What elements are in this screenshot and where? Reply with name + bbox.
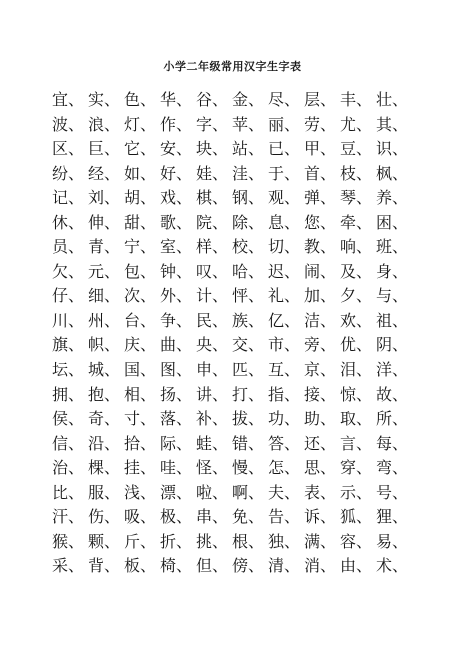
character-cell: 困、 — [376, 212, 409, 232]
character-cell: 庆、 — [124, 335, 157, 355]
character-cell: 示、 — [340, 482, 373, 502]
character-cell: 哇、 — [160, 458, 193, 478]
character-cell: 图、 — [160, 360, 193, 380]
character-cell: 满、 — [304, 531, 337, 551]
character-cell: 免、 — [232, 507, 265, 527]
character-cell: 浪、 — [88, 114, 121, 134]
character-cell: 安、 — [160, 139, 193, 159]
document-title: 小学二年级常用汉字生字表 — [163, 60, 302, 73]
character-cell: 刘、 — [88, 188, 121, 208]
character-cell: 消、 — [304, 556, 337, 576]
character-cell: 串、 — [196, 507, 229, 527]
character-cell: 故、 — [376, 384, 409, 404]
character-cell: 块、 — [196, 139, 229, 159]
character-cell: 教、 — [304, 237, 337, 257]
character-cell: 曲、 — [160, 335, 193, 355]
character-grid — [52, 88, 412, 579]
character-cell: 尽、 — [268, 90, 301, 109]
character-cell: 枫、 — [376, 163, 409, 183]
character-cell: 甲、 — [304, 139, 337, 159]
character-cell: 欠、 — [52, 261, 85, 281]
character-cell: 其、 — [376, 114, 409, 134]
character-cell: 拔、 — [232, 409, 265, 429]
character-cell: 接、 — [304, 384, 337, 404]
character-cell: 号、 — [376, 482, 409, 502]
character-cell: 色、 — [124, 90, 157, 109]
character-cell: 豆、 — [340, 139, 373, 159]
character-cell: 字、 — [196, 114, 229, 134]
character-cell: 外、 — [160, 286, 193, 306]
character-row — [52, 383, 412, 407]
character-cell: 棋、 — [196, 188, 229, 208]
character-row — [52, 113, 412, 137]
character-cell: 谷、 — [196, 90, 229, 109]
character-cell: 娃、 — [196, 163, 229, 183]
character-row — [52, 407, 412, 431]
character-cell: 丽、 — [268, 114, 301, 134]
character-row — [52, 211, 412, 235]
character-cell: 互、 — [268, 360, 301, 380]
character-cell: 告、 — [268, 507, 301, 527]
character-cell: 极、 — [160, 507, 193, 527]
character-cell: 易、 — [376, 531, 409, 551]
character-cell: 响、 — [340, 237, 373, 257]
character-cell: 识、 — [376, 139, 409, 159]
character-cell: 寸、 — [124, 409, 157, 429]
character-cell: 次、 — [124, 286, 157, 306]
character-cell: 记、 — [52, 188, 85, 208]
character-cell: 首、 — [304, 163, 337, 183]
character-cell: 苹、 — [232, 114, 265, 134]
character-cell: 弹、 — [304, 188, 337, 208]
character-cell: 京、 — [304, 360, 337, 380]
character-row — [52, 284, 412, 308]
character-cell: 央、 — [196, 335, 229, 355]
character-cell: 宜、 — [52, 90, 85, 109]
character-cell: 壮、 — [376, 90, 409, 109]
character-cell: 抱、 — [88, 384, 121, 404]
character-cell: 由、 — [340, 556, 373, 576]
character-row — [52, 505, 412, 529]
character-cell: 夕、 — [340, 286, 373, 306]
character-cell: 宁、 — [124, 237, 157, 257]
character-row — [52, 162, 412, 186]
character-cell: 补、 — [196, 409, 229, 429]
character-cell: 于、 — [268, 163, 301, 183]
character-cell: 拥、 — [52, 384, 85, 404]
character-cell: 浅、 — [124, 482, 157, 502]
character-cell: 指、 — [268, 384, 301, 404]
character-cell: 戏、 — [160, 188, 193, 208]
character-cell: 养、 — [376, 188, 409, 208]
character-row — [52, 456, 412, 480]
character-cell: 还、 — [304, 433, 337, 453]
character-cell: 交、 — [232, 335, 265, 355]
character-cell: 旗、 — [52, 335, 85, 355]
character-cell: 息、 — [268, 212, 301, 232]
character-cell: 洼、 — [232, 163, 265, 183]
character-cell: 休、 — [52, 212, 85, 232]
character-cell: 啊、 — [232, 482, 265, 502]
character-cell: 除、 — [232, 212, 265, 232]
character-cell: 巨、 — [88, 139, 121, 159]
character-cell: 洁、 — [304, 310, 337, 330]
character-cell: 汗、 — [52, 507, 85, 527]
character-cell: 仔、 — [52, 286, 85, 306]
character-cell: 闹、 — [304, 261, 337, 281]
character-cell: 扬、 — [160, 384, 193, 404]
character-cell: 川、 — [52, 310, 85, 330]
character-cell: 啦、 — [196, 482, 229, 502]
character-cell: 独、 — [268, 531, 301, 551]
character-cell: 背、 — [88, 556, 121, 576]
character-cell: 与、 — [376, 286, 409, 306]
character-cell: 穿、 — [340, 458, 373, 478]
character-cell: 争、 — [160, 310, 193, 330]
character-cell: 迟、 — [268, 261, 301, 281]
character-cell: 棵、 — [88, 458, 121, 478]
character-cell: 华、 — [160, 90, 193, 109]
character-cell: 台、 — [124, 310, 157, 330]
character-cell: 打、 — [232, 384, 265, 404]
character-cell: 慢、 — [232, 458, 265, 478]
character-cell: 颗、 — [88, 531, 121, 551]
character-cell: 好、 — [160, 163, 193, 183]
character-cell: 阴、 — [376, 335, 409, 355]
character-cell: 蛙、 — [196, 433, 229, 453]
character-cell: 取、 — [340, 409, 373, 429]
character-cell: 但、 — [196, 556, 229, 576]
character-cell: 泪、 — [340, 360, 373, 380]
character-cell: 琴、 — [340, 188, 373, 208]
character-cell: 尤、 — [340, 114, 373, 134]
character-cell: 民、 — [196, 310, 229, 330]
character-cell: 帜、 — [88, 335, 121, 355]
character-cell: 洋、 — [376, 360, 409, 380]
character-cell: 丰、 — [340, 90, 373, 109]
character-cell: 班、 — [376, 237, 409, 257]
character-cell: 侯、 — [52, 409, 85, 429]
character-row — [52, 186, 412, 210]
character-cell: 际、 — [160, 433, 193, 453]
character-cell: 旁、 — [304, 335, 337, 355]
character-cell: 样、 — [196, 237, 229, 257]
character-cell: 作、 — [160, 114, 193, 134]
character-cell: 治、 — [52, 458, 85, 478]
character-cell: 员、 — [52, 237, 85, 257]
character-cell: 切、 — [268, 237, 301, 257]
character-cell: 包、 — [124, 261, 157, 281]
character-cell: 国、 — [124, 360, 157, 380]
character-cell: 观、 — [268, 188, 301, 208]
character-cell: 劳、 — [304, 114, 337, 134]
character-cell: 层、 — [304, 90, 337, 109]
character-cell: 加、 — [304, 286, 337, 306]
character-cell: 清、 — [268, 556, 301, 576]
character-cell: 沿、 — [88, 433, 121, 453]
character-cell: 信、 — [52, 433, 85, 453]
character-cell: 哈、 — [232, 261, 265, 281]
character-row — [52, 260, 412, 284]
character-cell: 术、 — [376, 556, 409, 576]
character-cell: 错、 — [232, 433, 265, 453]
character-cell: 夫、 — [268, 482, 301, 502]
character-cell: 牵、 — [340, 212, 373, 232]
character-cell: 申、 — [196, 360, 229, 380]
character-cell: 纷、 — [52, 163, 85, 183]
character-cell: 钟、 — [160, 261, 193, 281]
character-cell: 狐、 — [340, 507, 373, 527]
character-cell: 诉、 — [304, 507, 337, 527]
character-cell: 校、 — [232, 237, 265, 257]
character-cell: 金、 — [232, 90, 265, 109]
character-cell: 计、 — [196, 286, 229, 306]
character-cell: 容、 — [340, 531, 373, 551]
character-cell: 州、 — [88, 310, 121, 330]
character-cell: 区、 — [52, 139, 85, 159]
character-cell: 族、 — [232, 310, 265, 330]
character-cell: 奇、 — [88, 409, 121, 429]
character-cell: 怎、 — [268, 458, 301, 478]
character-cell: 表、 — [304, 482, 337, 502]
character-cell: 钢、 — [232, 188, 265, 208]
character-cell: 根、 — [232, 531, 265, 551]
character-cell: 相、 — [124, 384, 157, 404]
character-cell: 讲、 — [196, 384, 229, 404]
character-cell: 漂、 — [160, 482, 193, 502]
character-cell: 歌、 — [160, 212, 193, 232]
character-row — [52, 333, 412, 357]
character-cell: 经、 — [88, 163, 121, 183]
character-cell: 落、 — [160, 409, 193, 429]
character-cell: 猴、 — [52, 531, 85, 551]
character-row — [52, 481, 412, 505]
character-row — [52, 432, 412, 456]
character-cell: 它、 — [124, 139, 157, 159]
character-cell: 身、 — [376, 261, 409, 281]
character-cell: 室、 — [160, 237, 193, 257]
character-cell: 坛、 — [52, 360, 85, 380]
character-cell: 叹、 — [196, 261, 229, 281]
character-cell: 每、 — [376, 433, 409, 453]
character-cell: 吸、 — [124, 507, 157, 527]
character-cell: 思、 — [304, 458, 337, 478]
character-cell: 惊、 — [340, 384, 373, 404]
character-cell: 亿、 — [268, 310, 301, 330]
character-cell: 枝、 — [340, 163, 373, 183]
character-cell: 怦、 — [232, 286, 265, 306]
character-cell: 优、 — [340, 335, 373, 355]
character-cell: 青、 — [88, 237, 121, 257]
character-cell: 挂、 — [124, 458, 157, 478]
character-cell: 斤、 — [124, 531, 157, 551]
character-cell: 市、 — [268, 335, 301, 355]
character-cell: 灯、 — [124, 114, 157, 134]
character-cell: 功、 — [268, 409, 301, 429]
character-cell: 欢、 — [340, 310, 373, 330]
character-cell: 采、 — [52, 556, 85, 576]
character-cell: 服、 — [88, 482, 121, 502]
character-row — [52, 358, 412, 382]
character-cell: 板、 — [124, 556, 157, 576]
character-cell: 匹、 — [232, 360, 265, 380]
character-cell: 助、 — [304, 409, 337, 429]
character-cell: 站、 — [232, 139, 265, 159]
character-cell: 院、 — [196, 212, 229, 232]
character-cell: 实、 — [88, 90, 121, 109]
character-cell: 城、 — [88, 360, 121, 380]
character-cell: 伸、 — [88, 212, 121, 232]
character-cell: 祖、 — [376, 310, 409, 330]
character-cell: 弯、 — [376, 458, 409, 478]
character-cell: 比、 — [52, 482, 85, 502]
character-row — [52, 235, 412, 259]
character-cell: 甜、 — [124, 212, 157, 232]
character-cell: 傍、 — [232, 556, 265, 576]
character-row — [52, 530, 412, 554]
character-cell: 已、 — [268, 139, 301, 159]
character-cell: 椅、 — [160, 556, 193, 576]
character-cell: 胡、 — [124, 188, 157, 208]
character-cell: 答、 — [268, 433, 301, 453]
character-cell: 挑、 — [196, 531, 229, 551]
character-cell: 波、 — [52, 114, 85, 134]
character-cell: 您、 — [304, 212, 337, 232]
character-cell: 所、 — [376, 409, 409, 429]
character-row — [52, 88, 412, 112]
character-cell: 折、 — [160, 531, 193, 551]
character-cell: 如、 — [124, 163, 157, 183]
character-cell: 及、 — [340, 261, 373, 281]
character-cell: 狸、 — [376, 507, 409, 527]
character-cell: 伤、 — [88, 507, 121, 527]
character-cell: 元、 — [88, 261, 121, 281]
character-row — [52, 554, 412, 578]
character-row — [52, 309, 412, 333]
character-cell: 拾、 — [124, 433, 157, 453]
character-cell: 细、 — [88, 286, 121, 306]
character-cell: 礼、 — [268, 286, 301, 306]
character-row — [52, 137, 412, 161]
character-cell: 言、 — [340, 433, 373, 453]
character-cell: 怪、 — [196, 458, 229, 478]
